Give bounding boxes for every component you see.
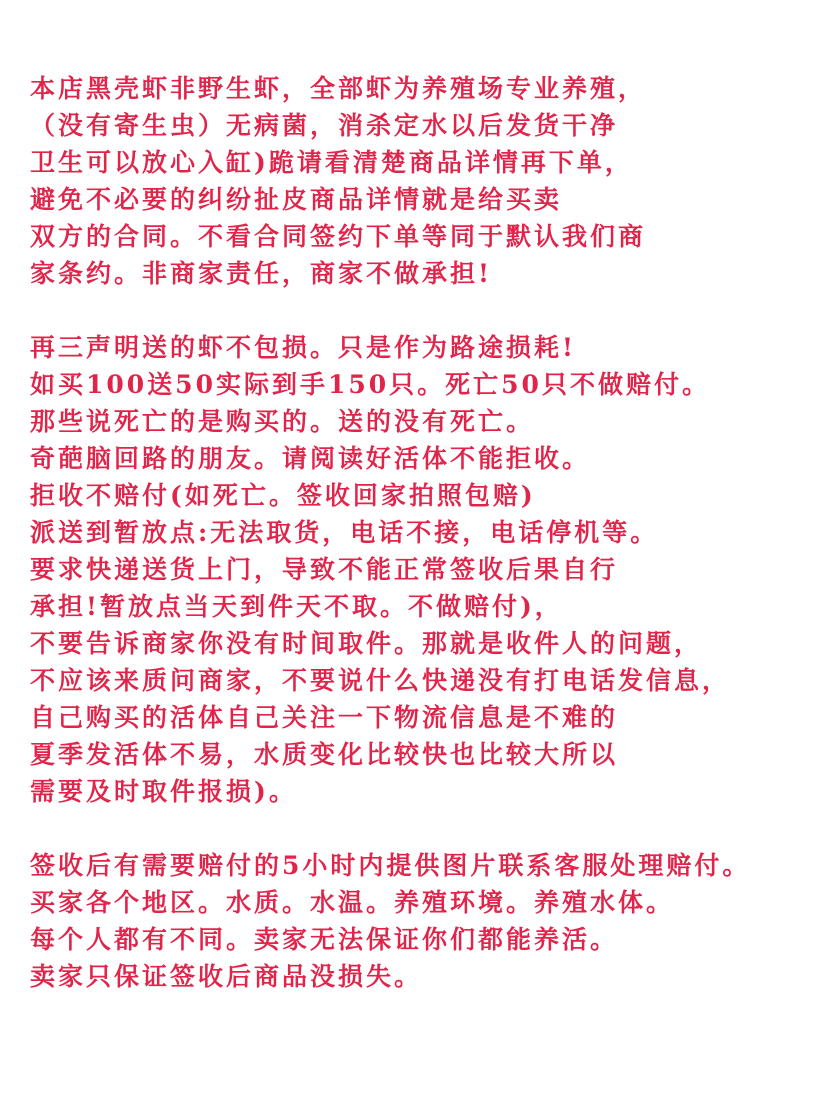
notice-paragraph-disclaimer <box>30 70 822 292</box>
notice-line: 不应该来质问商家，不要说什么快递没有打电话发信息， <box>30 666 731 695</box>
notice-line: 需要及时取件报损)。 <box>30 777 297 806</box>
notice-paragraph-delivery <box>30 329 822 810</box>
notice-line: 不要告诉商家你没有时间取件。那就是收件人的问题， <box>30 629 703 658</box>
notice-line: （没有寄生虫）无病菌，消杀定水以后发货干净 <box>30 111 619 140</box>
notice-line: 夏季发活体不易，水质变化比较快也比较大所以 <box>30 740 619 769</box>
notice-line: 本店黑壳虾非野生虾，全部虾为养殖场专业养殖， <box>30 74 647 103</box>
notice-line: 家条约。非商家责任，商家不做承担! <box>30 259 492 288</box>
notice-line: 拒收不赔付(如死亡。签收回家拍照包赔) <box>30 481 536 510</box>
notice-line: 签收后有需要赔付的5小时内提供图片联系客服处理赔付。 <box>30 851 751 880</box>
notice-line: 卫生可以放心入缸)跪请看清楚商品详情再下单， <box>30 148 633 177</box>
notice-line: 派送到暂放点:无法取货，电话不接，电话停机等。 <box>30 518 659 547</box>
shop-notice <box>30 70 822 995</box>
notice-line: 奇葩脑回路的朋友。请阅读好活体不能拒收。 <box>30 444 591 473</box>
notice-paragraph-compensation <box>30 847 822 995</box>
notice-line: 那些说死亡的是购买的。送的没有死亡。 <box>30 407 535 436</box>
notice-line: 要求快递送货上门，导致不能正常签收后果自行 <box>30 555 619 584</box>
notice-line: 每个人都有不同。卖家无法保证你们都能养活。 <box>30 925 619 954</box>
notice-line: 承担!暂放点当天到件天不取。不做赔付)， <box>30 592 563 621</box>
notice-line: 如买100送50实际到手150只。死亡50只不做赔付。 <box>30 370 710 399</box>
notice-line: 再三声明送的虾不包损。只是作为路途损耗! <box>30 333 576 362</box>
notice-line: 买家各个地区。水质。水温。养殖环境。养殖水体。 <box>30 888 675 917</box>
notice-line: 避免不必要的纠纷扯皮商品详情就是给买卖 <box>30 185 563 214</box>
notice-line: 双方的合同。不看合同签约下单等同于默认我们商 <box>30 222 647 251</box>
notice-line: 自己购买的活体自己关注一下物流信息是不难的 <box>30 703 619 732</box>
notice-line: 卖家只保证签收后商品没损失。 <box>30 962 423 991</box>
